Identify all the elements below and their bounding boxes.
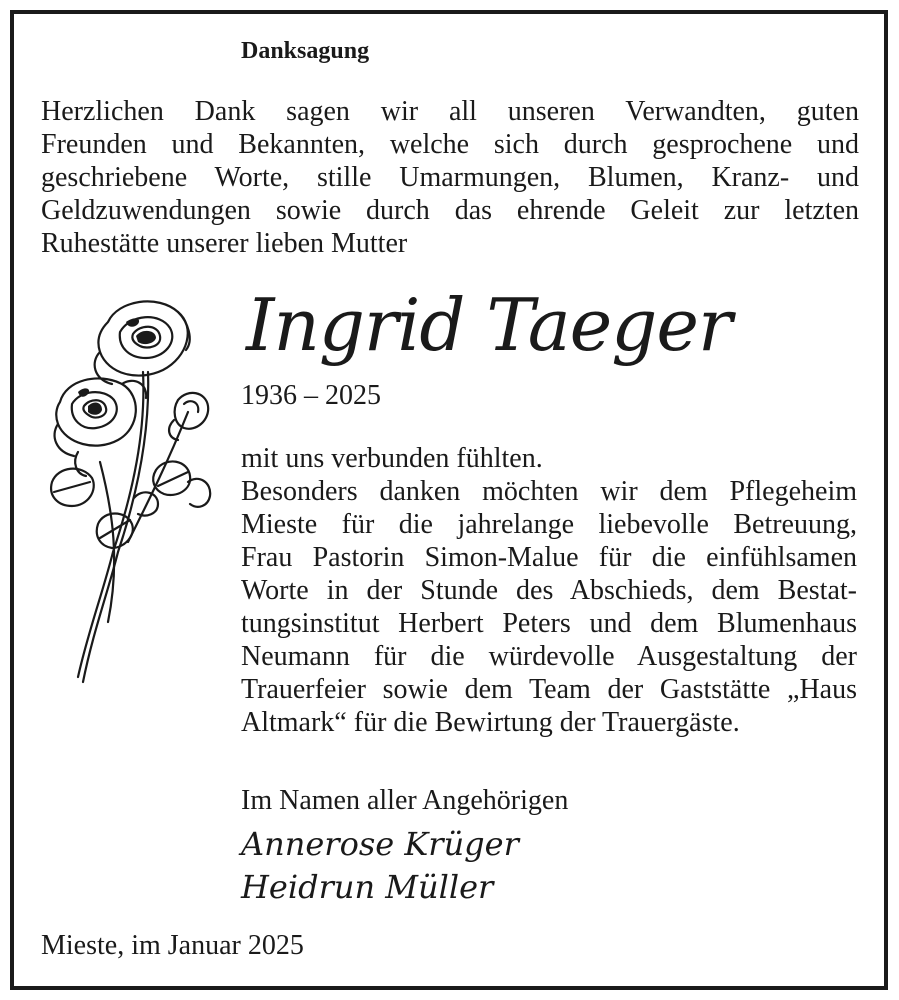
place-date: Mieste, im Januar 2025 [41,930,304,961]
notice-heading: Danksagung [241,38,370,64]
body-line: Frau Pastorin Simon-Malue für die einfühlsamen [241,542,857,573]
thanks-paragraph [241,442,857,739]
rose-icon [38,292,223,692]
intro-line: Herzlichen Dank sagen wir all unseren Verwandten, guten [41,96,859,127]
life-years: 1936 – 2025 [241,380,381,411]
intro-paragraph [41,95,859,260]
intro-line: Ruhestätte unserer lieben Mutter [41,228,408,259]
body-line: Neumann für die würdevolle Ausgestaltung der [241,641,857,672]
body-line: Altmark“ für die Bewirtung der Trauergäste. [241,707,740,738]
signer-name: Heidrun Müller [241,868,494,906]
intro-line: Geldzuwendungen sowie durch das ehrende Geleit zur letzten [41,195,859,226]
body-line: mit uns verbunden fühlten. [241,443,543,474]
body-line: Trauerfeier sowie dem Team der Gaststätte „Haus [241,674,857,705]
body-line: Besonders danken möchten wir dem Pflegeheim [241,476,857,507]
intro-line: Freunden und Bekannten, welche sich durch gesprochene und [41,129,859,160]
signer-name: Annerose Krüger [241,825,519,863]
deceased-name: Ingrid Taeger [246,283,732,367]
body-line: Worte in der Stunde des Abschieds, dem Bestat- [241,575,857,606]
body-line: tungsinstitut Herbert Peters und dem Blumenhaus [241,608,857,639]
closing-line: Im Namen aller Angehörigen [241,785,569,816]
intro-line: geschriebene Worte, stille Umarmungen, Blumen, Kranz- und [41,162,859,193]
body-line: Mieste für die jahrelange liebevolle Betreuung, [241,509,857,540]
